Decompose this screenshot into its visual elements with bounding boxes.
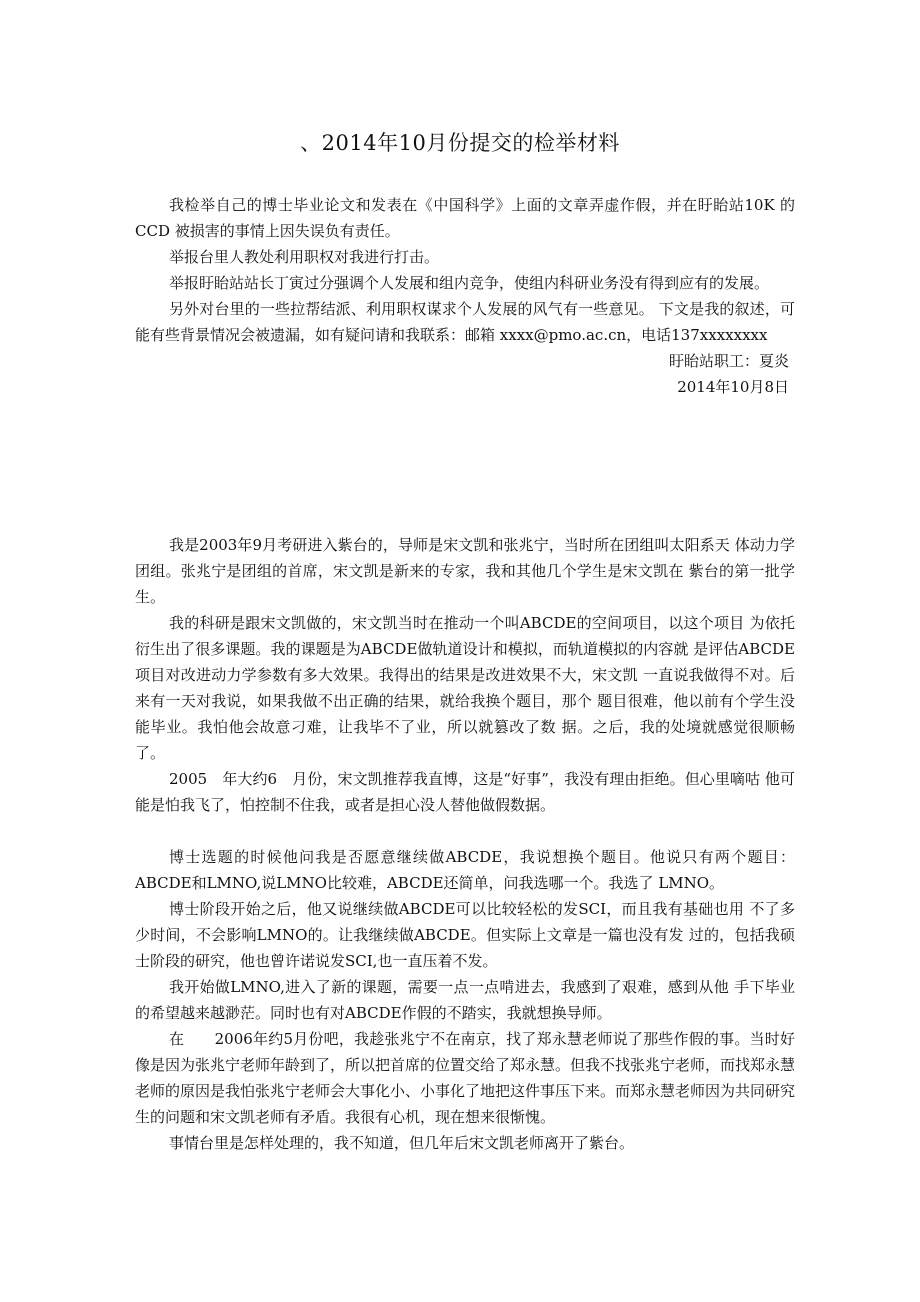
story-paragraph: 事情台里是怎样处理的，我不知道，但几年后宋文凯老师离开了紫台。 [169,1134,635,1152]
story-paragraph: 2005 年大约6 月份，宋文凯推荐我直博，这是“好事”，我没有理由拒绝。但心里嘀咕 他可能是怕我飞了，怕控制不住我，或者是担心没人替他做假数据。 [135,770,795,814]
story-paragraph: 我是2003年9月考研进入紫台的，导师是宋文凯和张兆宁，当时所在团组叫太阳系天 体动力学团组。张兆宁是团组的首席，宋文凯是新来的专家，我和其他几个学生是宋文凯在 紫台的第一批学生。 [135,536,795,606]
story-paragraph: 博士阶段开始之后，他又说继续做ABCDE可以比较轻松的发SCI，而且我有基础也用 不了多少时间，不会影响LMNO的。让我继续做ABCDE。但实际上文章是一篇也没有发 过的，包括我硕士阶段的研究，他也曾许诺说发SCI,也一直压着不发。 [135,900,795,970]
story-section [135,532,795,1156]
story-paragraph: 在 2006年约5月份吧，我趁张兆宁不在南京，找了郑永慧老师说了那些作假的事。当时好像是因为张兆宁老师年龄到了，所以把首席的位置交给了郑永慧。但我不找张兆宁老师，而找郑永慧老师的原因是我怕张兆宁老师会大事化小、小事化了地把这件事压下来。而郑永慧老师因为共同研究生的问题和宋文凯老师有矛盾。我很有心机，现在想来很惭愧。 [135,1030,796,1126]
story-paragraph: 我开始做LMNO,进入了新的课题，需要一点一点啃进去，我感到了艰难，感到从他 手下毕业的希望越来越渺茫。同时也有对ABCDE作假的不踏实，我就想换导师。 [135,978,795,1022]
story-paragraph: 我的科研是跟宋文凯做的，宋文凯当时在推动一个叫ABCDE的空间项目，以这个项目 为依托衍生出了很多课题。我的课题是为ABCDE做轨道设计和模拟，而轨道模拟的内容就 是评估ABCDE项目对改进动力学参数有多大效果。我得出的结果是改进效果不大，宋文凯 一直说我做得不对。后来有一天对我说，如果我做不出正确的结果，就给我换个题目，那个 题目很难，他以前有个学生没能毕业。我怕他会故意刁难，让我毕不了业，所以就篡改了数 据。之后，我的处境就感觉很顺畅了。 [135,614,795,762]
signature-date: 2014年10月8日 [677,378,789,396]
intro-paragraph: 另外对台里的一些拉帮结派、利用职权谋求个人发展的风气有一些意见。 下文是我的叙述，可能有些背景情况会被遗漏，如有疑问请和我联系：邮箱 xxxx@pmo.ac.cn，电话137xxxxxxxx [135,300,795,344]
paragraph-spacer [135,818,795,844]
document-title: 、2014年10月份提交的检举材料 [300,131,620,155]
intro-section [135,192,795,400]
story-paragraph: 博士选题的时候他问我是否愿意继续做ABCDE，我说想换个题目。他说只有两个题目：ABCDE和LMNO,说LMNO比较难，ABCDE还简单，问我选哪一个。我选了 LMNO。 [135,848,795,892]
intro-paragraph: 举报盱眙站站长丁寅过分强调个人发展和组内竞争，使组内科研业务没有得到应有的发展。 [169,274,770,292]
intro-paragraph: 我检举自己的博士毕业论文和发表在《中国科学》上面的文章弄虚作假，并在盱眙站10K 的 CCD 被损害的事情上因失误负有责任。 [135,196,795,240]
intro-paragraph: 举报台里人教处利用职权对我进行打击。 [169,248,440,266]
signature: 盱眙站职工：夏炎 [668,352,789,370]
